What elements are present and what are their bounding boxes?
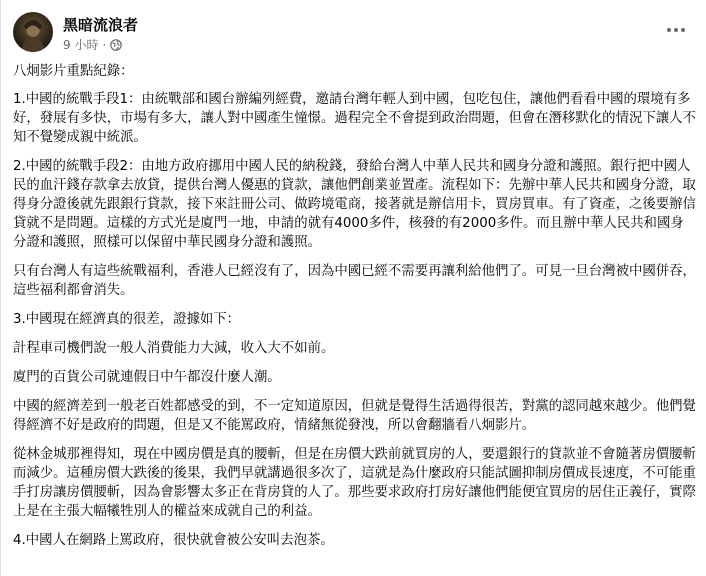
globe-icon[interactable] xyxy=(110,39,122,51)
meta-separator: · xyxy=(102,37,107,52)
post-paragraph: 廈門的百貨公司就連假日中午都沒什麼人潮。 xyxy=(13,370,281,385)
post-paragraph: 2.中國的統戰手段2：由地方政府挪用中國人民的納稅錢，發給台灣人中華人民共和國身分證和護照。銀行把中國人民的血汗錢存款拿去放貸，提供台灣人優惠的貸款，讓他們創業並置產。流程如下：先辦中華人民共和國身分證，取得身分證後就先跟銀行貸款，接下來註冊公司、做跨境電商，接著就是辦信用卡，買房買車。有了資產，之後要辦信貸就不是問題。這樣的方式光是廈門一地，申請的就有4000多件，核發的有2000多件。而且辦中華人民共和國身分證和護照，照樣可以保留中華民國身分證和護照。 xyxy=(13,159,696,250)
more-options-icon xyxy=(667,28,671,32)
post-timestamp[interactable]: 9 小時 xyxy=(63,38,99,52)
post-paragraph: 3.中國現在經濟真的很差，證據如下： xyxy=(13,312,241,327)
author-name[interactable]: 黑暗流浪者 xyxy=(63,16,139,34)
post-meta xyxy=(63,36,122,53)
post-paragraph: 1.中國的統戰手段1：由統戰部和國台辦編列經費，邀請台灣年輕人到中國，包吃包住，讓他們看看中國的環境有多好，發展有多快，市場有多大，讓人對中國產生憧憬。過程完全不會提到政治問題，但會在潛移默化的情況下讓人不知不覺變成親中統派。 xyxy=(13,92,696,145)
more-options-button[interactable] xyxy=(658,16,694,44)
post-header xyxy=(13,12,694,56)
post-paragraph: 計程車司機們說一般人消費能力大減，收入大不如前。 xyxy=(13,341,335,356)
post-paragraph: 從林金城那裡得知，現在中國房價是真的腰斬，但是在房價大跌前就買房的人，要還銀行的貸款並不會隨著房價腰斬而減少。這種房價大跌後的後果，我們早就講過很多次了，這就是為什麼政府只能試圖抑制房價成長速度，不可能重手打房讓房價腰斬，因為會影響太多正在背房貸的人了。那些要求政府打房好讓他們能便宜買房的居住正義仔，實際上是在主張大幅犧牲別人的權益來成就自己的利益。 xyxy=(13,447,696,519)
more-options-icon-dot xyxy=(681,28,685,32)
more-options-icon-dot xyxy=(674,28,678,32)
avatar[interactable] xyxy=(13,12,53,52)
post-paragraph: 4.中國人在網路上罵政府，很快就會被公安叫去泡茶。 xyxy=(13,533,334,548)
post-body xyxy=(13,62,697,560)
post-paragraph: 八炯影片重點紀錄： xyxy=(13,64,134,79)
post-paragraph: 只有台灣人有這些統戰福利，香港人已經沒有了，因為中國已經不需要再讓利給他們了。可見一旦台灣被中國併吞，這些福利都會消失。 xyxy=(13,264,696,298)
post-paragraph: 中國的經濟差到一般老百姓都感受的到，不一定知道原因，但就是覺得生活過得很苦，對黨的認同越來越少。他們覺得經濟不好是政府的問題，但是又不能罵政府，情緒無從發洩，所以會翻牆看八炯影片。 xyxy=(13,399,696,433)
